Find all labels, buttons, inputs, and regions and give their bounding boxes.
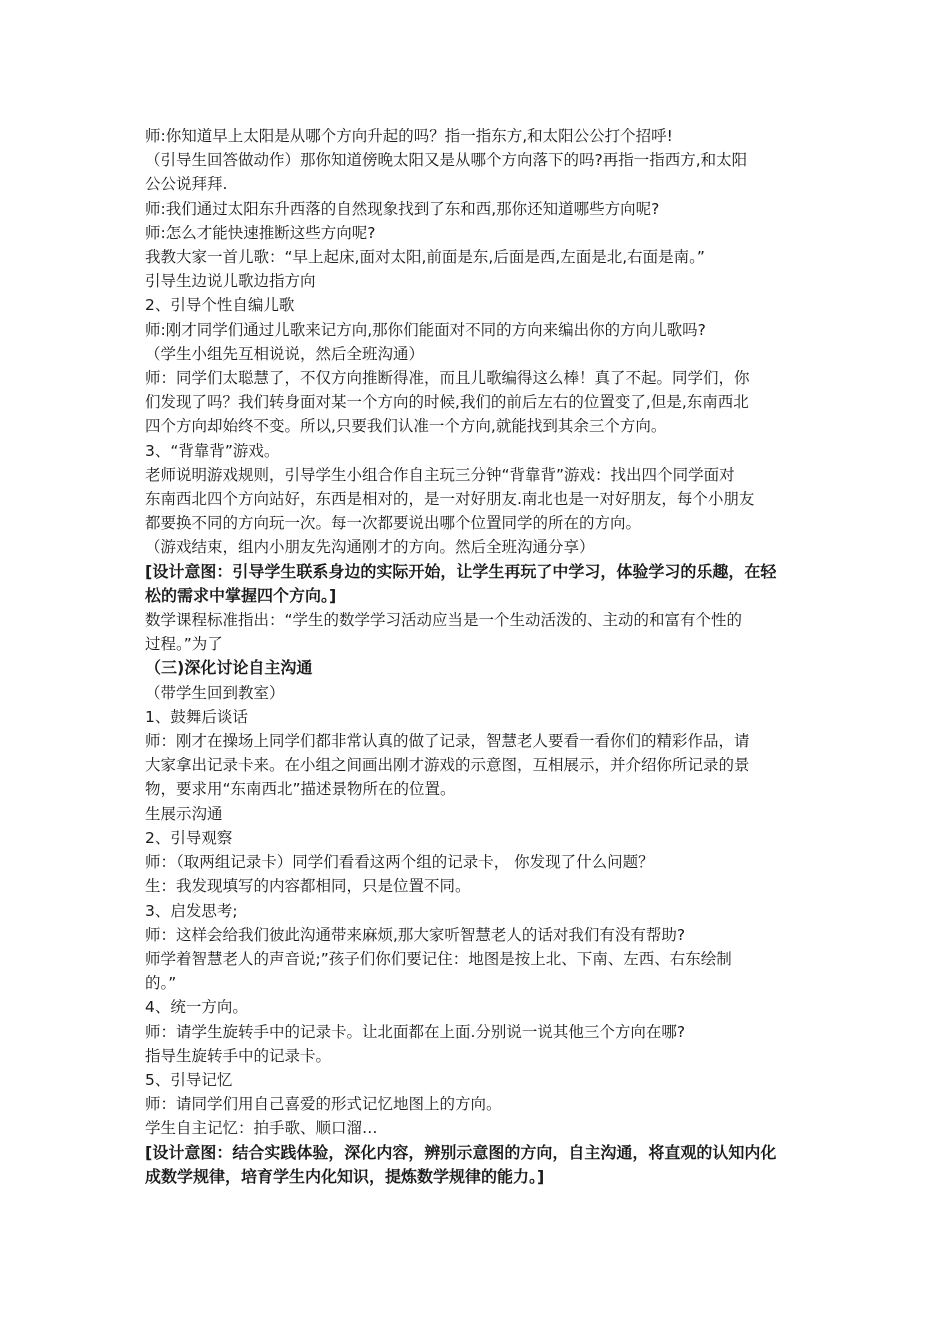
paragraph-line: 3、“背靠背”游戏。 [145, 441, 280, 460]
paragraph-line: 大家拿出记录卡来。在小组之间画出刚才游戏的示意图，互相展示，并介绍你所记录的景 [145, 756, 750, 775]
paragraph-line: 2、引导个性自编儿歌 [145, 296, 295, 315]
paragraph-line: 师:你知道早上太阳是从哪个方向升起的吗？指一指东方,和太阳公公打个招呼! [145, 127, 673, 145]
paragraph-line: （引导生回答做动作）那你知道傍晚太阳又是从哪个方向落下的吗?再指一指西方,和太阳 [145, 151, 748, 170]
paragraph-line: 2、引导观察 [145, 828, 233, 847]
paragraph-line: 公公说拜拜. [145, 175, 228, 194]
paragraph-line: 指导生旋转手中的记录卡。 [145, 1046, 332, 1065]
paragraph-line: 3、启发思考; [145, 901, 238, 920]
paragraph-line: （带学生回到教室） [145, 683, 285, 702]
paragraph-line: 1、鼓舞后谈话 [145, 707, 248, 726]
paragraph-line: 师：请学生旋转手中的记录卡。让北面都在上面.分别说一说其他三个方向在哪? [145, 1022, 686, 1041]
paragraph-line: 师：（取两组记录卡）同学们看看这两个组的记录卡， 你发现了什么问题？ [145, 853, 654, 872]
paragraph-line: 学生自主记忆：拍手歌、顺口溜… [145, 1119, 378, 1138]
paragraph-line: 师：请同学们用自己喜爱的形式记忆地图上的方向。 [145, 1095, 502, 1114]
paragraph-line: 4、统一方向。 [145, 998, 248, 1017]
document-body [145, 124, 810, 1189]
paragraph-line: 引导生边说儿歌边指方向 [145, 272, 316, 291]
paragraph-line: 我教大家一首儿歌：“早上起床,面对太阳,前面是东,后面是西,左面是北,右面是南。” [145, 248, 705, 267]
paragraph-line: 师学着智慧老人的声音说;”孩子们你们要记住：地图是按上北、下南、左西、右东绘制 [145, 949, 732, 968]
paragraph-line: 物，要求用“东南西北”描述景物所在的位置。 [145, 780, 456, 799]
paragraph-line: 都要换不同的方向玩一次。每一次都要说出哪个位置同学的所在的方向。 [145, 514, 642, 533]
paragraph-line: （学生小组先互相说说，然后全班沟通） [145, 344, 425, 363]
paragraph-line: 们发现了吗？我们转身面对某一个方向的时候,我们的前后左右的位置变了,但是,东南西北 [145, 393, 749, 412]
paragraph-line: 5、引导记忆 [145, 1070, 233, 1089]
paragraph-line: 师：这样会给我们彼此沟通带来麻烦,那大家听智慧老人的话对我们有没有帮助? [145, 925, 686, 944]
paragraph-line: 师:怎么才能快速推断这些方向呢? [145, 223, 376, 242]
paragraph-line: 的。” [145, 974, 177, 993]
bold-paragraph-line: 松的需求中掌握四个方向。] [145, 585, 337, 605]
paragraph-line: 四个方向却始终不变。所以,只要我们认准一个方向,就能找到其余三个方向。 [145, 417, 667, 436]
bold-paragraph-line: [设计意图：结合实践体验，深化内容，辨别示意图的方向，自主沟通，将直观的认知内化 [145, 1142, 777, 1162]
paragraph-line: 东南西北四个方向站好，东西是相对的，是一对好朋友.南北也是一对好朋友，每个小朋友 [145, 490, 755, 509]
paragraph-line: 师:刚才同学们通过儿歌来记方向,那你们能面对不同的方向来编出你的方向儿歌吗? [145, 320, 706, 339]
paragraph-line: 师：同学们太聪慧了，不仅方向推断得准，而且儿歌编得这么棒！真了不起。同学们，你 [145, 369, 750, 388]
bold-paragraph-line: （三)深化讨论自主沟通 [145, 658, 313, 678]
bold-paragraph-line: [设计意图：引导学生联系身边的实际开始，让学生再玩了中学习，体验学习的乐趣，在轻 [145, 561, 777, 581]
paragraph-line: 老师说明游戏规则，引导学生小组合作自主玩三分钟“背靠背”游戏：找出四个同学面对 [145, 465, 735, 484]
bold-paragraph-line: 成数学规律，培育学生内化知识，提炼数学规律的能力。] [145, 1166, 545, 1186]
paragraph-line: 过程。”为了 [145, 635, 223, 654]
paragraph-line: 生：我发现填写的内容都相同，只是位置不同。 [145, 877, 471, 896]
paragraph-line: （游戏结束，组内小朋友先沟通刚才的方向。然后全班沟通分享） [145, 538, 595, 557]
paragraph-line: 师:我们通过太阳东升西落的自然现象找到了东和西,那你还知道哪些方向呢? [145, 199, 660, 218]
paragraph-line: 师：刚才在操场上同学们都非常认真的做了记录，智慧老人要看一看你们的精彩作品，请 [145, 732, 750, 751]
paragraph-line: 数学课程标准指出：“学生的数学学习活动应当是一个生动活泼的、主动的和富有个性的 [145, 611, 743, 630]
paragraph-line: 生展示沟通 [145, 804, 223, 823]
